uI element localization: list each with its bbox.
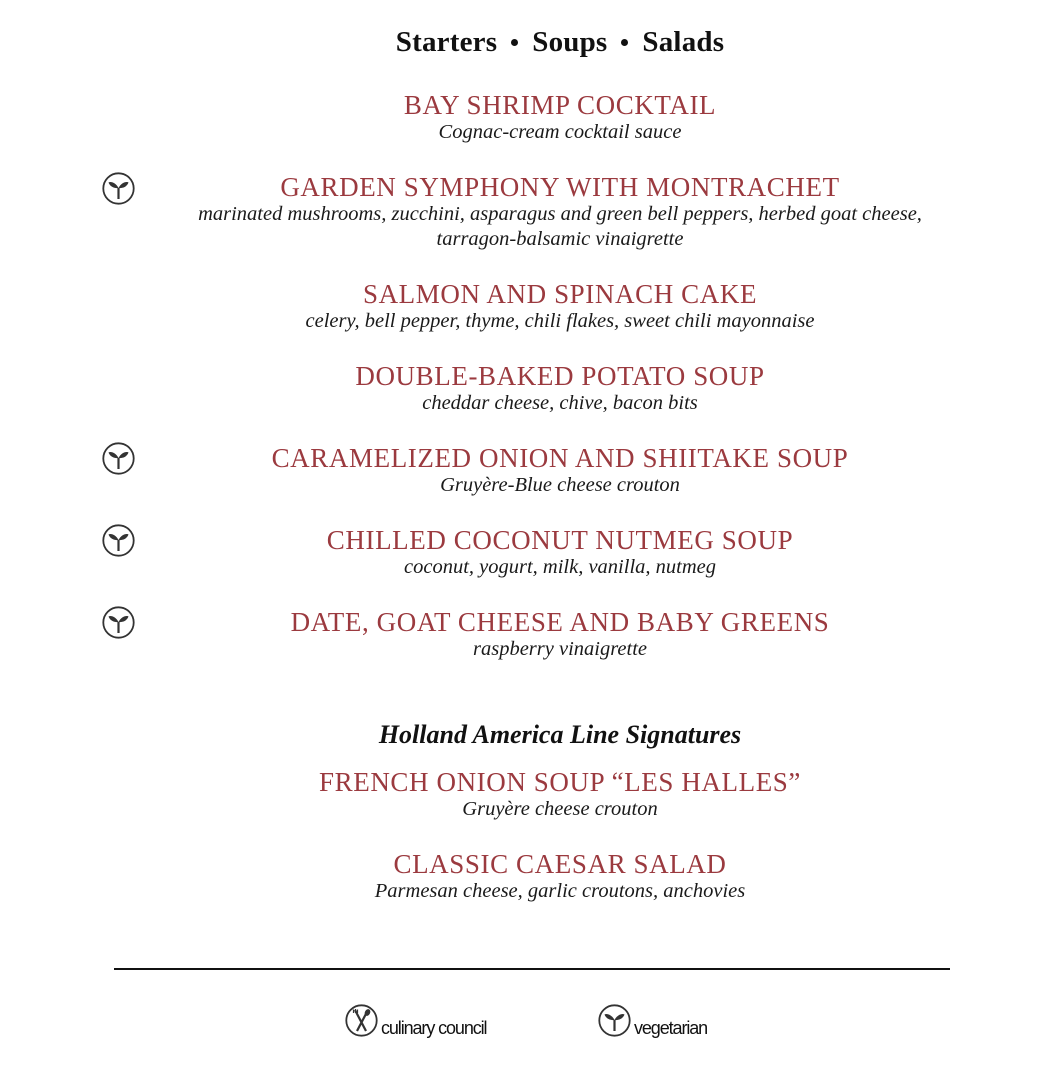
menu-item-name: BAY SHRIMP COCKTAIL <box>403 90 717 120</box>
vegetarian-icon <box>102 606 135 639</box>
title-starters: Starters <box>395 26 498 58</box>
menu-item-onion-shiitake-soup <box>180 443 940 498</box>
menu-item-name: SALMON AND SPINACH CAKE <box>362 279 758 309</box>
menu-item-description: cheddar cheese, chive, bacon bits <box>422 392 698 414</box>
menu-item-name: DOUBLE-BAKED POTATO SOUP <box>355 361 765 391</box>
bullet-dot <box>621 39 628 46</box>
menu-item-description: celery, bell pepper, thyme, chili flakes, sweet chili mayonnaise <box>305 310 815 332</box>
section-title-signatures: Holland America Line Signatures <box>378 720 742 749</box>
menu-item-french-onion-soup <box>180 767 940 822</box>
menu-item-description: Gruyère-Blue cheese crouton <box>440 474 680 496</box>
menu-item-description: coconut, yogurt, milk, vanilla, nutmeg <box>404 556 716 578</box>
menu-item-description: Parmesan cheese, garlic croutons, anchovies <box>374 880 746 902</box>
menu-item-garden-symphony <box>180 172 940 252</box>
legend-label: culinary council <box>381 1018 487 1038</box>
menu-item-salmon-spinach-cake <box>180 279 940 334</box>
bullet-dot <box>511 39 518 46</box>
menu-item-date-goat-cheese-greens <box>180 607 940 662</box>
legend-label: vegetarian <box>634 1018 708 1038</box>
section-title-starters-soups-salads <box>0 26 1064 59</box>
divider <box>114 968 950 970</box>
menu-item-name: DATE, GOAT CHEESE AND BABY GREENS <box>290 607 830 637</box>
menu-item-coconut-nutmeg-soup <box>180 525 940 580</box>
menu-item-name: CLASSIC CAESAR SALAD <box>393 849 727 879</box>
vegetarian-icon <box>102 172 135 205</box>
menu-item-description: raspberry vinaigrette <box>472 638 648 660</box>
menu-item-description: marinated mushrooms, zucchini, asparagus and green bell peppers, herbed goat cheese, tarragon-balsamic vinaigrette <box>198 203 922 250</box>
vegetarian-icon <box>102 524 135 557</box>
menu-item-potato-soup <box>180 361 940 416</box>
title-salads: Salads <box>642 26 725 58</box>
menu-item-name: FRENCH ONION SOUP “LES HALLES” <box>319 767 801 797</box>
menu-item-description: Cognac-cream cocktail sauce <box>438 121 682 143</box>
vegetarian-icon <box>102 442 135 475</box>
menu-item-name: CARAMELIZED ONION AND SHIITAKE SOUP <box>271 443 849 473</box>
menu-item-name: CHILLED COCONUT NUTMEG SOUP <box>326 525 794 555</box>
vegetarian-icon <box>598 1004 631 1037</box>
menu-item-bay-shrimp-cocktail <box>180 90 940 145</box>
title-soups: Soups <box>532 26 608 58</box>
culinary-council-icon <box>345 1004 378 1037</box>
menu-item-description: Gruyère cheese crouton <box>462 798 658 820</box>
menu-item-caesar-salad <box>180 849 940 904</box>
menu-item-name: GARDEN SYMPHONY WITH MONTRACHET <box>280 172 840 202</box>
